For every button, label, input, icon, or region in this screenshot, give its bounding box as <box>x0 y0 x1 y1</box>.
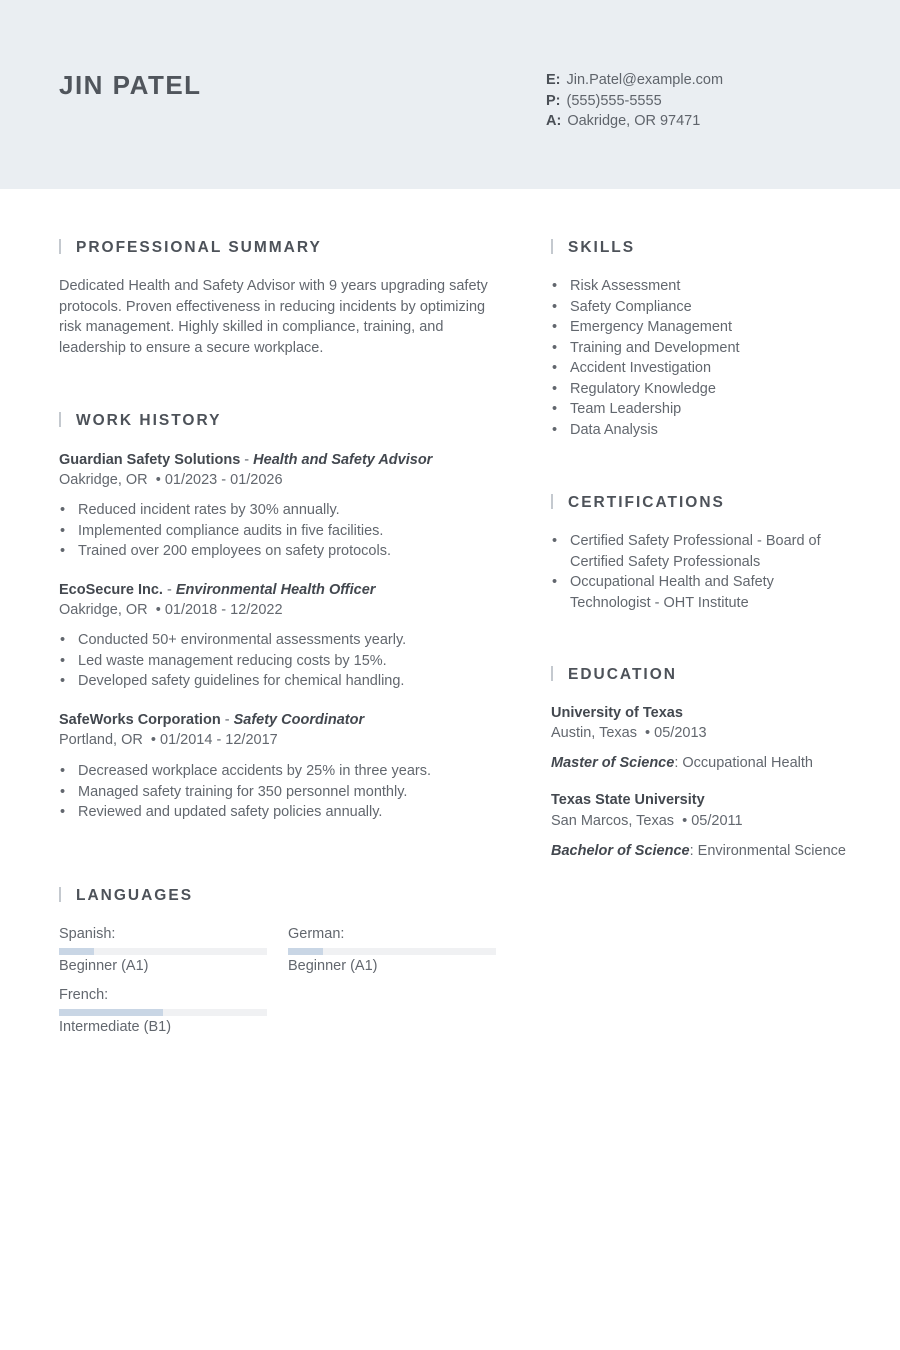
certifications-heading-text: CERTIFICATIONS <box>568 494 725 511</box>
job-header <box>59 710 364 731</box>
language-name: French: <box>59 987 109 1003</box>
skill-item: • Risk Assessment <box>551 276 851 297</box>
language-name: German: <box>288 926 345 942</box>
language-item <box>59 985 267 1037</box>
resume-header <box>0 0 900 189</box>
heading-bar <box>59 887 61 902</box>
job-location: Portland, OR <box>59 732 143 748</box>
contact-address-label: A: <box>546 113 562 129</box>
certification-item: • Certified Safety Professional - Board of Certified Safety Professionals <box>551 531 836 572</box>
job-bullet: • Decreased workplace accidents by 25% in three years. <box>59 761 499 782</box>
language-name: Spanish: <box>59 926 116 942</box>
education-heading <box>551 666 677 684</box>
education-date: 05/2013 <box>654 725 707 741</box>
degree-field: : Occupational Health <box>674 755 813 771</box>
education-degree <box>551 841 846 862</box>
meta-bullet: • <box>674 813 692 829</box>
contact-address <box>546 111 723 132</box>
language-proficiency-fill <box>59 1009 163 1016</box>
certification-item: • Occupational Health and Safety Technologist - OHT Institute <box>551 572 836 613</box>
job-title: Environmental Health Officer <box>175 582 376 598</box>
job-dates: 01/2023 - 01/2026 <box>164 472 283 488</box>
skill-item: • Regulatory Knowledge <box>551 379 851 400</box>
languages-heading <box>59 887 193 905</box>
work-heading <box>59 412 221 430</box>
job-location: Oakridge, OR <box>59 472 148 488</box>
language-item <box>288 924 496 976</box>
contact-email-label: E: <box>546 72 561 88</box>
job-title: Health and Safety Advisor <box>253 452 433 468</box>
language-proficiency-bar <box>288 948 496 955</box>
job-company: Guardian Safety Solutions <box>59 452 241 468</box>
job-header <box>59 450 432 471</box>
heading-bar <box>551 666 553 681</box>
job-bullets <box>59 761 499 823</box>
job-bullets <box>59 500 499 562</box>
heading-bar <box>59 239 61 254</box>
degree-name: Master of Science <box>551 755 675 771</box>
education-heading-text: EDUCATION <box>568 666 677 683</box>
job-separator: - <box>162 582 176 598</box>
language-item <box>59 924 267 976</box>
education-location: Austin, Texas <box>551 725 637 741</box>
skills-list <box>551 276 851 440</box>
certifications-list <box>551 531 836 613</box>
education-degree <box>551 753 813 774</box>
job-header <box>59 580 375 601</box>
education-school: Texas State University <box>551 792 705 808</box>
job-bullet: • Conducted 50+ environmental assessments yearly. <box>59 630 499 651</box>
contact-block <box>546 70 723 132</box>
language-proficiency-bar <box>59 948 267 955</box>
language-level: Beginner (A1) <box>59 958 149 974</box>
education-school: University of Texas <box>551 705 683 721</box>
skill-item: • Emergency Management <box>551 317 851 338</box>
skills-heading-text: SKILLS <box>568 239 636 256</box>
language-proficiency-fill <box>59 948 94 955</box>
job-bullet: • Managed safety training for 350 personnel monthly. <box>59 782 499 803</box>
language-level: Intermediate (B1) <box>59 1019 172 1035</box>
degree-field: : Environmental Science <box>689 843 846 859</box>
job-title: Safety Coordinator <box>233 712 365 728</box>
skills-heading <box>551 239 635 257</box>
job-dates: 01/2018 - 12/2022 <box>164 602 283 618</box>
job-bullet: • Implemented compliance audits in five facilities. <box>59 521 499 542</box>
education-meta <box>551 723 707 744</box>
job-meta <box>59 470 283 491</box>
candidate-name: JIN PATEL <box>59 70 202 100</box>
heading-bar <box>59 412 61 427</box>
job-bullet: • Trained over 200 employees on safety protocols. <box>59 541 499 562</box>
languages-heading-text: LANGUAGES <box>76 887 194 904</box>
job-separator: - <box>220 712 234 728</box>
contact-phone <box>546 91 723 112</box>
education-date: 05/2011 <box>691 813 743 829</box>
language-proficiency-bar <box>59 1009 267 1016</box>
skill-item: • Data Analysis <box>551 420 851 441</box>
skill-item: • Safety Compliance <box>551 297 851 318</box>
summary-text: Dedicated Health and Safety Advisor with 9 years upgrading safety protocols. Proven effectiveness in reducing incidents by optimizing risk management. Highly skilled in compliance, training, and leadership to ensure a secure workplace. <box>59 278 488 356</box>
contact-phone-value: (555)555-5555 <box>566 92 662 109</box>
skill-item: • Training and Development <box>551 338 851 359</box>
meta-bullet: • <box>636 725 655 741</box>
meta-bullet: • <box>142 732 160 748</box>
job-bullet: • Led waste management reducing costs by 15%. <box>59 651 499 672</box>
meta-bullet: • <box>147 472 165 488</box>
meta-bullet: • <box>147 602 165 618</box>
certifications-heading <box>551 494 725 512</box>
job-meta <box>59 600 283 621</box>
job-bullet: • Reduced incident rates by 30% annually. <box>59 500 499 521</box>
contact-email-value: Jin.Patel@example.com <box>566 72 724 88</box>
contact-phone-label: P: <box>546 92 561 109</box>
degree-name: Bachelor of Science <box>551 843 690 859</box>
skill-item: • Accident Investigation <box>551 358 851 379</box>
skill-item: • Team Leadership <box>551 399 851 420</box>
job-bullets <box>59 630 499 692</box>
contact-address-value: Oakridge, OR 97471 <box>567 113 701 129</box>
heading-bar <box>551 239 553 254</box>
summary-heading <box>59 239 322 257</box>
language-level: Beginner (A1) <box>288 958 378 974</box>
language-proficiency-fill <box>288 948 323 955</box>
job-company: SafeWorks Corporation <box>59 712 221 728</box>
job-company: EcoSecure Inc. <box>59 582 163 598</box>
summary-heading-text: PROFESSIONAL SUMMARY <box>76 239 322 256</box>
job-dates: 01/2014 - 12/2017 <box>160 732 278 748</box>
job-separator: - <box>240 452 254 468</box>
work-heading-text: WORK HISTORY <box>76 412 222 429</box>
job-bullet: • Developed safety guidelines for chemical handling. <box>59 671 499 692</box>
education-location: San Marcos, Texas <box>551 813 675 829</box>
contact-email <box>546 70 723 91</box>
job-meta <box>59 730 278 751</box>
job-location: Oakridge, OR <box>59 602 148 618</box>
job-bullet: • Reviewed and updated safety policies annually. <box>59 802 499 823</box>
heading-bar <box>551 494 553 509</box>
education-meta <box>551 811 743 832</box>
